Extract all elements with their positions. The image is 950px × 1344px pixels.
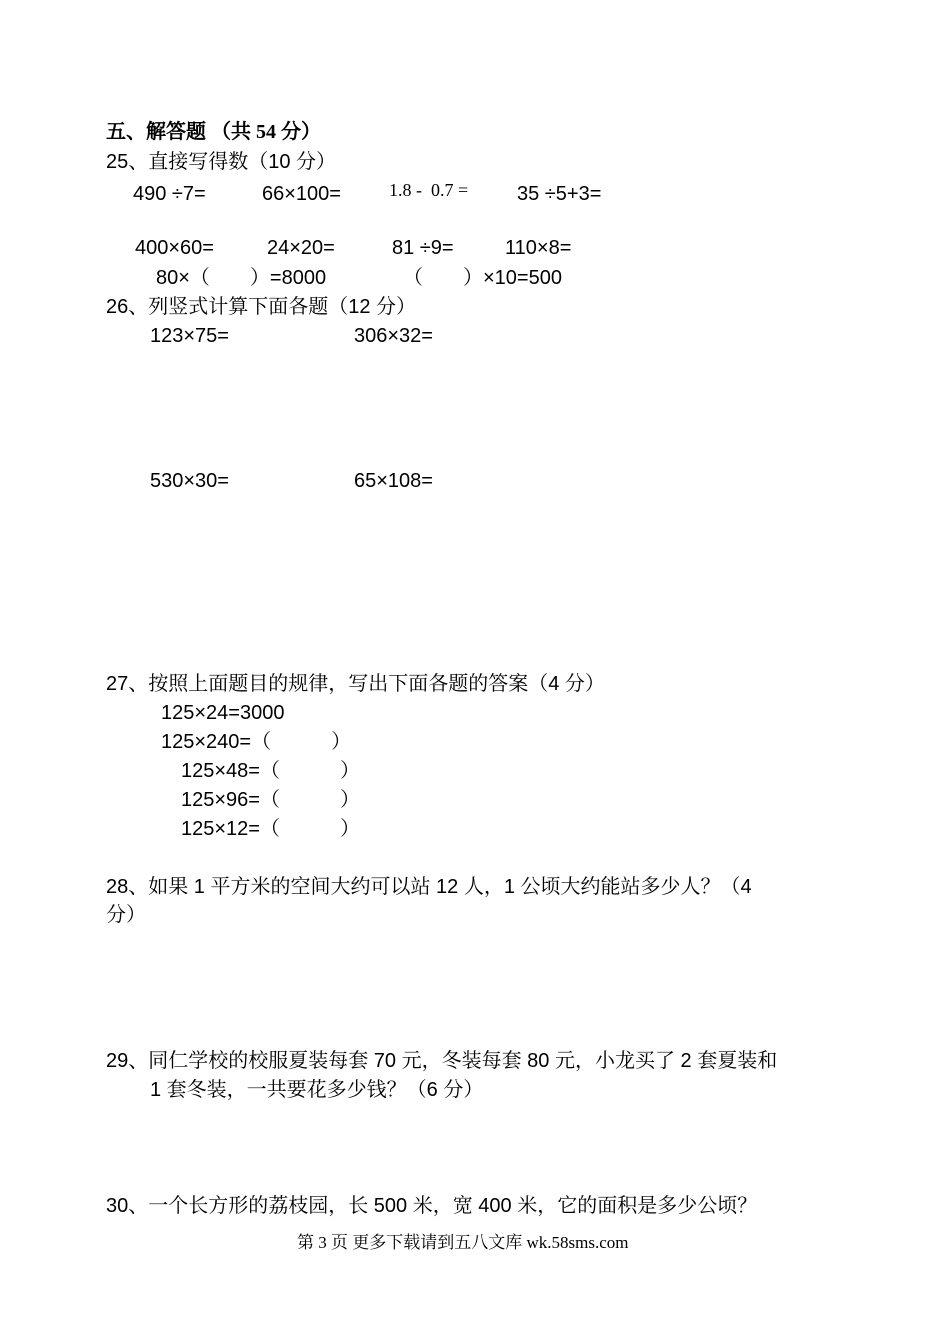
q29-line-2: 1 套冬装，一共要花多少钱？（6 分） [150,1079,484,1101]
q26-title: 26、列竖式计算下面各题（12 分） [106,296,417,318]
q28-line-2: 分） [106,904,146,926]
q26-item-4: 65×108= [354,470,433,492]
q25-item-8: 110×8= [505,237,572,259]
q25-item-1: 490 ÷7= [133,183,206,205]
page-footer: 第 3 页 更多下载请到五八文库 wk.58sms.com [297,1233,629,1252]
q25-title: 25、直接写得数（10 分） [106,151,337,173]
q25-item-4: 35 ÷5+3= [517,183,602,205]
q25-item-9: 80×（ ）=8000 [156,267,327,289]
q25-item-3: 1.8 - 0.7 = [389,180,469,200]
q27-line-4: 125×96=（ ） [181,789,360,811]
q26-item-3: 530×30= [150,470,229,492]
q28-line-1: 28、如果 1 平方米的空间大约可以站 12 人，1 公顷大约能站多少人？（4 [106,876,752,898]
q26-item-2: 306×32= [354,325,433,347]
q27-title: 27、按照上面题目的规律，写出下面各题的答案（4 分） [106,673,605,695]
q27-line-1: 125×24=3000 [161,702,285,724]
q25-item-7: 81 ÷9= [392,237,454,259]
q25-item-2: 66×100= [262,183,341,205]
q30-line-1: 30、一个长方形的荔枝园，长 500 米，宽 400 米，它的面积是多少公顷？ [106,1195,758,1217]
q29-line-1: 29、同仁学校的校服夏装每套 70 元，冬装每套 80 元，小龙买了 2 套夏装和 [106,1050,778,1072]
section-title: 五、解答题 （共 54 分） [106,121,321,143]
q25-item-5: 400×60= [135,237,214,259]
q25-item-6: 24×20= [267,237,335,259]
q27-line-5: 125×12=（ ） [181,818,360,840]
q25-item-10: （ ）×10=500 [403,267,562,289]
q26-item-1: 123×75= [150,325,229,347]
q27-line-3: 125×48=（ ） [181,760,360,782]
q27-line-2: 125×240=（ ） [161,731,352,753]
